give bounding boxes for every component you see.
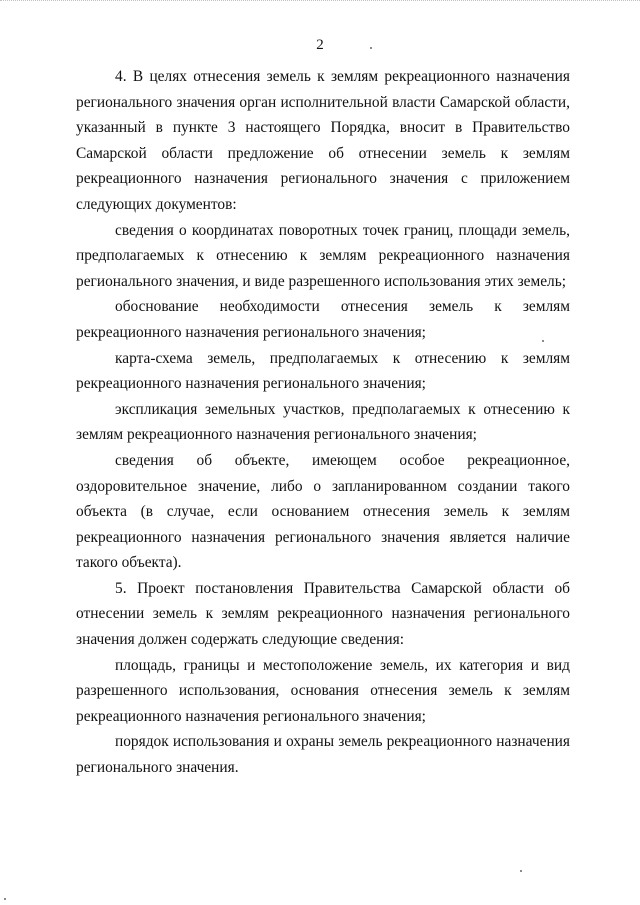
document-body [76,64,570,781]
paragraph-coordinates: сведения о координатах поворотных точек границ, площади земель, предполагаемых к отнесению к землям рекреационного назначения регионального значения, и виде разрешенного использования этих земель; [76,221,570,290]
paragraph-justification: обоснование необходимости отнесения земель к землям рекреационного назначения регионального значения; [76,298,570,341]
scan-speck [542,340,544,342]
scan-speck [520,870,522,872]
paragraph-4-intro: 4. В целях отнесения земель к землям рекреационного назначения регионального значения орган исполнительной власти Самарской области, указанный в пункте 3 настоящего Порядка, вносит в Правительство Самарской области предложение об отнесении земель к землям рекреационного назначения регионального значения с приложением следующих документов: [76,68,570,213]
scan-edge-mark [0,0,640,3]
scan-speck [4,898,6,900]
scan-speck [370,47,372,49]
paragraph-area-boundaries: площадь, границы и местоположение земель, их категория и вид разрешенного использования, основания отнесения земель к землям рекреационного назначения регионального значения; [76,656,570,725]
paragraph-usage-protection: порядок использования и охраны земель рекреационного назначения регионального значения. [76,733,570,777]
paragraph-object-info: сведения об объекте, имеющем особое рекреационное, оздоровительное значение, либо о запланированном создании такого объекта (в случае, если основанием отнесения земель к землям рекреационного назначения регионального значения является наличие такого объекта). [76,451,570,572]
paragraph-5-intro: 5. Проект постановления Правительства Самарской области об отнесении земель к землям рекреационного назначения регионального значения должен содержать следующие сведения: [76,579,570,649]
page-number: 2 [316,37,324,53]
paragraph-map-scheme: карта-схема земель, предполагаемых к отнесению к землям рекреационного назначения регионального значения; [76,349,570,393]
paragraph-explication: экспликация земельных участков, предполагаемых к отнесению к землям рекреационного назначения регионального значения; [76,400,570,444]
